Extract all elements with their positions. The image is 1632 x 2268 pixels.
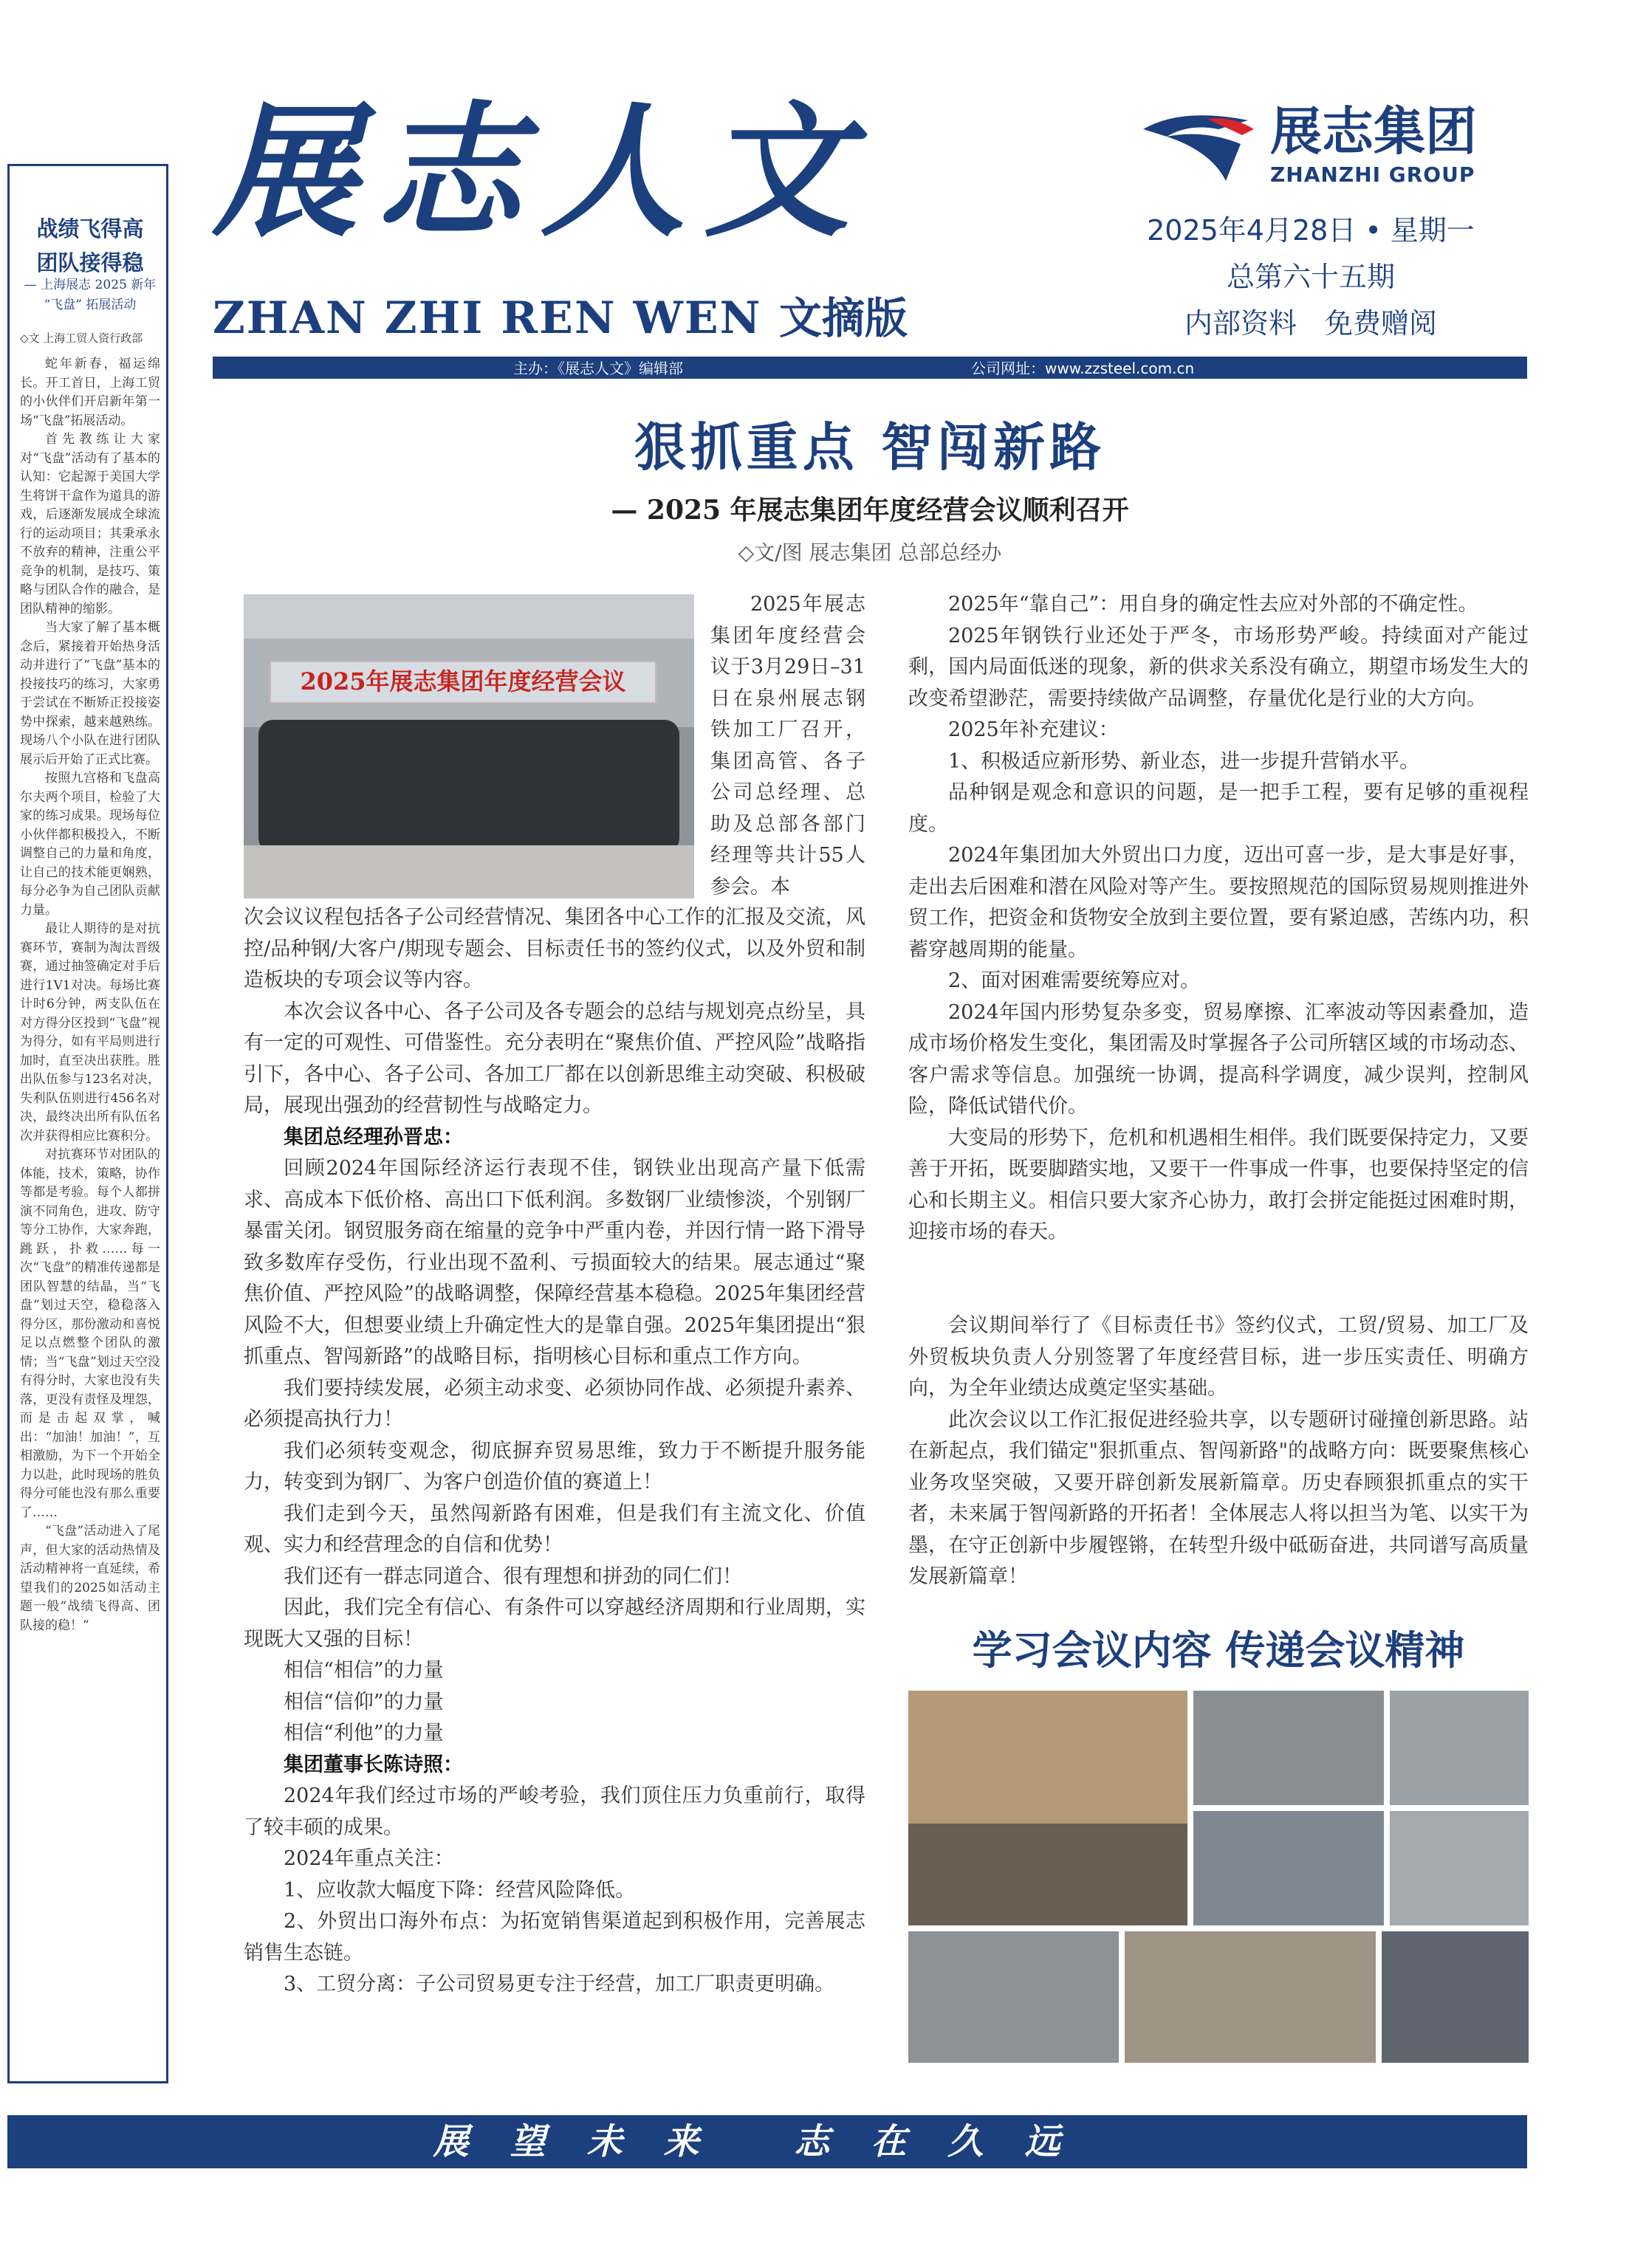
article-paragraph: 本次会议各中心、各子公司及各专题会的总结与规划亮点纷呈，具有一定的可观性、可借鉴性。充分表明在“聚焦价值、严控风险”战略指引下，各中心、各子公司、各加工厂都在以创新思维主动突破、积极破局，展现出强劲的经营韧性与战略定力。 [244,1000,865,1117]
footer-slogan: 展望未来 志在久远 [433,2121,1102,2162]
masthead-edition: 文摘版 [779,293,908,343]
article-paragraph: 3、工贸分离：子公司贸易更专注于经营，加工厂职责更明确。 [284,1973,835,1996]
article-subheadline: — 2025 年展志集团年度经营会议顺利召开 [611,495,1129,526]
article-paragraph: 集团董事长陈诗照： [284,1753,463,1776]
meeting-group-photo [244,594,694,898]
issue-date: 2025年4月28日 • 星期一 [1147,214,1475,247]
study-heading: 学习会议内容 传递会议精神 [972,1626,1465,1674]
article-paragraph: 我们必须转变观念，彻底摒弃贸易思维，致力于不断提升服务能力，转变到为钢厂、为客户创造价值的赛道上！ [244,1439,865,1494]
collage-photo [1125,1931,1376,2063]
article-paragraph: 此次会议以工作汇报促进经验共享，以专题研讨碰撞创新思路。站在新起点，我们锚定"狠抓重点、智闯新路"的战略方向：既要聚焦核心业务攻坚突破，又要开辟创新发展新篇章。历史春顾狠抓重点的实干者，未来属于智闯新路的开拓者！全体展志人将以担当为笔、以实干为墨，在守正创新中步履铿锵，在转型升级中砥砺奋进，共同谱写高质量发展新篇章！ [908,1408,1529,1588]
sidebar-body [20,355,160,1635]
sidebar-paragraph: 最让人期待的是对抗赛环节，赛制为淘汰晋级赛，通过抽签确定对手后进行1V1对决。每场比赛计时6分钟，两支队伍在对方得分区投到“飞盘”视为得分，如有平局则进行加时，直至决出获胜。胜出队伍参与123名对决，失利队伍则进行456名对决，最终决出所有队伍名次并获得相应比赛积分。 [20,921,160,1144]
article-paragraph: 我们走到今天，虽然闯新路有困难，但是我们有主流文化、价值观、实力和经营理念的自信和优势！ [244,1502,865,1556]
article-paragraph: 2025年补充建议： [948,718,1119,741]
intro-paragraph: 2025年展志集团年度经营会议于3月29日–31日在泉州展志钢铁加工厂召开，集团高管、各子公司总经理、总助及总部各部门经理等共计55人参会。本 [710,593,865,898]
article-headline: 狠抓重点 智闯新路 [634,416,1106,478]
collage-photo [908,1691,1187,1925]
collage-photo [1193,1691,1384,1805]
photo-banner-text: 2025年展志集团年度经营会议 [300,667,626,695]
sidebar-paragraph: “飞盘”活动进入了尾声，但大家的活动热情及活动精神将一直延续，希望我们的2025如活动主题一般“战绩飞得高、团队接的稳！” [20,1524,160,1633]
article-paragraph: 2024年集团加大外贸出口力度，迈出可喜一步，是大事是好事，走出去后困难和潜在风险对等产生。要按照规范的国际贸易规则推进外贸工作，把资金和货物安全放到主要位置，要有紧迫感，苦练内功，积蓄穿越周期的能量。 [908,844,1529,961]
article-paragraph: 2024年重点关注： [284,1847,454,1870]
collage-photo [1390,1691,1529,1805]
article-byline: ◇文/图 展志集团 总部总经办 [738,540,1002,565]
article-paragraph: 2024年我们经过市场的严峻考验，我们顶住压力负重前行，取得了较丰硕的成果。 [244,1784,865,1839]
website-text: 公司网址：www.zzsteel.com.cn [971,360,1195,377]
collage-photo [908,1931,1119,2063]
article-column-right [908,589,1529,1248]
article-paragraph: 大变局的形势下，危机和机遇相生相伴。我们既要保持定力，又要善于开拓，既要脚踏实地，又要干一件事成一件事，也要保持坚定的信心和长期主义。相信只要大家齐心协力，敢打会拼定能挺过困难时期，迎接市场的春天。 [908,1126,1529,1243]
meeting-photo-collage [908,1691,1529,2063]
sidebar-subtitle: — 上海展志 2025 新年 “飞盘” 拓展活动 [24,278,157,312]
sidebar-paragraph: 首先教练让大家对“飞盘”活动有了基本的认知：它起源于美国大学生将饼干盒作为道具的游戏，后逐渐发展成全球流行的运动项目；其秉承永不放弃的精神，注重公平竞争的机制，是技巧、策略与团队合作的融合，是团队精神的缩影。 [20,432,160,616]
photo-banner [270,661,656,704]
issue-note: 内部资料 免费赠阅 [1184,307,1437,340]
article-paragraph: 1、应收款大幅度下降：经营风险降低。 [284,1878,636,1902]
article-column-left [244,902,865,2001]
article-paragraph: 2024年国内形势复杂多变，贸易摩擦、汇率波动等因素叠加，造成市场价格发生变化，集团需及时掌握各子公司所辖区域的市场动态、客户需求等信息。加强统一协调，提高科学调度，减少误判，控制风险，降低试错代价。 [908,1000,1529,1118]
sidebar-paragraph: 当大家了解了基本概念后，紧接着开始热身活动并进行了“飞盘”基本的投接技巧的练习，大家勇于尝试在不断矫正投接姿势中探索，越来越熟练。现场八个小队在进行团队展示后开始了正式比赛。 [20,620,160,767]
sidebar-paragraph: 按照九宫格和飞盘高尔夫两个项目，检验了大家的练习成果。现场每位小伙伴都积极投入，不断调整自己的力量和角度，让自己的技术能更娴熟，每分必争为自己团队贡献力量。 [20,771,160,918]
collage-photo [1390,1811,1529,1925]
article-intro-side [710,589,865,903]
article-paragraph: 2、面对困难需要统筹应对。 [948,969,1201,992]
article-column-right-lower [908,1310,1529,1593]
article-paragraph: 2025年“靠自己”：用自身的确定性去应对外部的不确定性。 [948,593,1478,616]
sidebar-paragraph: 蛇年新春，福运绵长。开工首日，上海工贸的小伙伴们开启新年第一场“飞盘”拓展活动。 [20,357,160,428]
article-paragraph: 因此，我们完全有信心、有条件可以穿越经济周期和行业周期，实现既大又强的目标！ [244,1596,865,1651]
sidebar-article [7,164,168,2083]
article-paragraph: 相信“信仰”的力量 [284,1690,444,1714]
article-paragraph: 次会议议程包括各子公司经营情况、集团各中心工作的汇报及交流，风控/品种钢/大客户/期现专题会、目标责任书的签约仪式，以及外贸和制造板块的专项会议等内容。 [244,906,865,992]
article-paragraph: 我们要持续发展，必须主动求变、必须协同作战、必须提升素养、必须提高执行力！ [244,1376,865,1431]
article-paragraph: 2、外贸出口海外布点：为拓宽销售渠道起到积极作用，完善展志销售生态链。 [244,1910,865,1965]
article-paragraph: 相信“相信”的力量 [284,1659,444,1682]
masthead-title: 展志人文 [213,87,869,257]
sidebar-paragraph: 对抗赛环节对团队的体能，技术，策略，协作等都是考验。每个人都拼演不同角色，进攻、防守等分工协作，大家奔跑，跳跃，扑救……每一次“飞盘”的精准传递都是团队智慧的结晶，当“飞盘”划过天空，稳稳落入得分区，那份激动和喜悦足以点燃整个团队的激情；当“飞盘”划过天空没有得分时，大家也没有失落，更没有责怪及埋怨，而是击起双掌，喊出：“加油！加油！”，互相激励，为下一个开始全力以赴，此时现场的胜负得分可能也没有那么重要了…… [20,1147,160,1520]
logo-chinese-name: 展志集团 [1270,101,1477,162]
article-paragraph: 1、积极适应新形势、新业态，进一步提升营销水平。 [948,749,1420,773]
article-paragraph: 2025年钢铁行业还处于严冬，市场形势严峻。持续面对产能过剩，国内局面低迷的现象，新的供求关系没有确立，期望市场发生大的改变希望渺茫，需要持续做产品调整，存量优化是行业的大方向。 [908,624,1529,710]
collage-photo [1193,1811,1384,1925]
article-paragraph: 相信“利他”的力量 [284,1722,444,1745]
article-paragraph: 集团总经理孙晋忠： [284,1125,463,1149]
sidebar-title: 战绩飞得高 团队接得稳 [36,216,144,275]
masthead-pinyin: ZHAN ZHI REN WEN [213,292,762,344]
article-paragraph: 会议期间举行了《目标责任书》签约仪式，工贸/贸易、加工厂及外贸板块负责人分别签署了年度经营目标，进一步压实责任、明确方向，为全年业绩达成奠定坚实基础。 [908,1314,1529,1400]
masthead-band [213,357,1527,379]
article-paragraph: 品种钢是观念和意识的问题，是一把手工程，要有足够的重视程度。 [908,781,1529,836]
collage-photo [1382,1931,1529,2063]
article-paragraph: 回顾2024年国际经济运行表现不佳，钢铁业出现高产量下低需求、高成本下低价格、高出口下低利润。多数钢厂业绩惨淡，个别钢厂暴雷关闭。钢贸服务商在缩量的竞争中严重内卷，并因行情一路下滑导致多数库存受伤，行业出现不盈利、亏损面较大的结果。展志通过“聚焦价值、严控风险”的战略调整，保障经营基本稳稳。2025年集团经营风险不大，但想要业绩上升确定性大的是靠自强。2025年集团提出“狠抓重点、智闯新路”的战略目标，指明核心目标和重点工作方向。 [244,1157,865,1368]
sponsor-text: 主办：《展志人文》编辑部 [513,360,683,377]
sidebar-author: ◇文 上海工贸人资行政部 [20,331,143,345]
logo-english-name: ZHANZHI GROUP [1270,162,1475,187]
issue-number: 总第六十五期 [1226,261,1395,293]
article-paragraph: 我们还有一群志同道合、很有理想和拼劲的同仁们！ [284,1564,742,1588]
